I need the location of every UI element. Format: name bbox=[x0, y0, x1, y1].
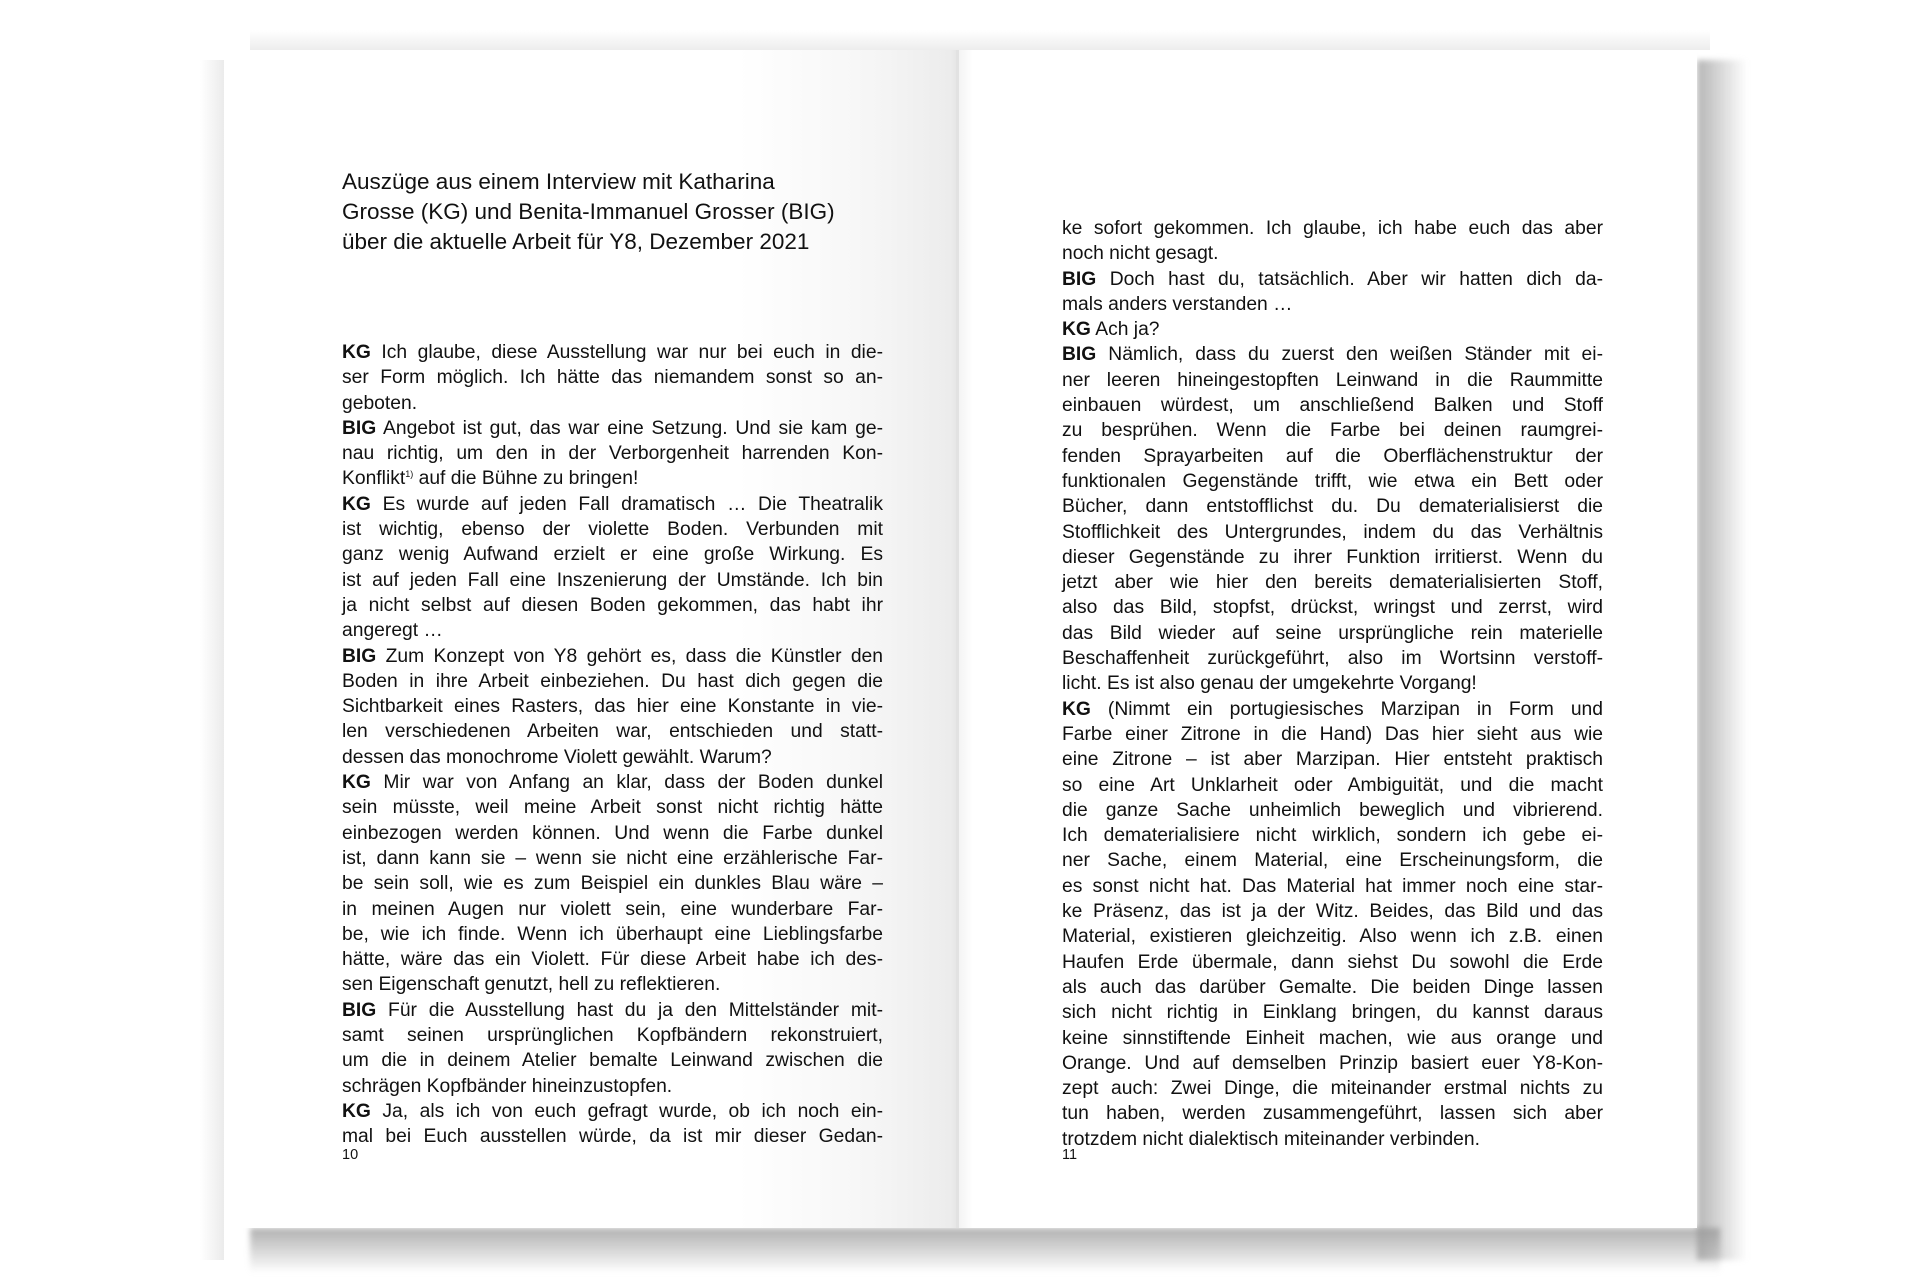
line-text: in meinen Augen nur violett sein, eine wunderbare Far- bbox=[342, 898, 883, 920]
line-text: Für die Ausstellung hast du ja den Mittelständer mit- bbox=[376, 999, 883, 1021]
line-text: jetzt aber wie hier den bereits dematerialisierten Stoff, bbox=[1062, 572, 1603, 594]
text-line bbox=[342, 846, 883, 871]
footnote-marker: 1) bbox=[405, 469, 414, 480]
line-text: Zum Konzept von Y8 gehört es, dass die Künstler den bbox=[376, 645, 883, 667]
text-line bbox=[1062, 292, 1603, 317]
line-text: so eine Art Unklarheit oder Ambiguität, und die macht bbox=[1062, 774, 1603, 796]
line-text: schrägen Kopfbänder hineinzustopfen. bbox=[342, 1075, 673, 1097]
line-text: ke Präsenz, das ist ja der Witz. Beides, das Bild und das bbox=[1062, 901, 1603, 923]
interview-title bbox=[342, 167, 902, 257]
text-line bbox=[1062, 342, 1603, 367]
line-text: ner leeren hineingestopften Leinwand in die Raummitte bbox=[1062, 369, 1603, 391]
text-line bbox=[342, 365, 883, 390]
line-text: Angebot ist gut, das war eine Setzung. Und sie kam ge- bbox=[376, 417, 883, 439]
text-line bbox=[1062, 848, 1603, 873]
text-line bbox=[1062, 368, 1603, 393]
text-line bbox=[1062, 899, 1603, 924]
line-text: dieser Gegenstände zu ihrer Funktion irritierst. Wenn du bbox=[1062, 546, 1603, 568]
text-line bbox=[342, 795, 883, 820]
text-line bbox=[1062, 1000, 1603, 1025]
text-line bbox=[342, 669, 883, 694]
text-line bbox=[1062, 520, 1603, 545]
text-line bbox=[1062, 545, 1603, 570]
text-line bbox=[1062, 317, 1603, 342]
line-text: be, wie ich finde. Wenn ich überhaupt eine Lieblingsfarbe bbox=[342, 923, 883, 945]
line-text: auf die Bühne zu bringen! bbox=[413, 468, 639, 490]
text-line bbox=[342, 1099, 883, 1124]
text-line bbox=[1062, 697, 1603, 722]
line-text: als auch das darüber Gemalte. Die beiden Dinge lassen bbox=[1062, 976, 1603, 998]
line-text: sen Eigenschaft genutzt, hell zu reflektieren. bbox=[342, 974, 721, 996]
page-shadow-left bbox=[200, 60, 224, 1260]
line-text: Bücher, dann entstofflichst du. Du dematerialisierst die bbox=[1062, 496, 1603, 518]
line-text: Ich glaube, diese Ausstellung war nur bei euch in die- bbox=[370, 342, 883, 363]
line-text: Boden in ihre Arbeit einbeziehen. Du hast dich gegen die bbox=[342, 670, 883, 692]
line-text: einbauen würdest, um anschließend Balken und Stoff bbox=[1062, 395, 1603, 417]
text-line bbox=[1062, 874, 1603, 899]
line-text: um die in deinem Atelier bemalte Leinwand zwischen die bbox=[342, 1050, 883, 1072]
line-text: (Nimmt ein portugiesisches Marzipan in Form und bbox=[1090, 698, 1603, 720]
line-text: es sonst nicht hat. Das Material hat immer noch eine star- bbox=[1062, 875, 1603, 897]
text-line bbox=[342, 416, 883, 441]
text-line bbox=[342, 1023, 883, 1048]
line-text: angeregt … bbox=[342, 620, 443, 642]
line-text: Material, existieren gleichzeitig. Also wenn ich z.B. einen bbox=[1062, 926, 1603, 948]
text-line bbox=[342, 492, 883, 517]
text-line bbox=[1062, 418, 1603, 443]
line-text: Orange. Und auf demselben Prinzip basiert euer Y8-Kon- bbox=[1062, 1052, 1603, 1074]
text-line bbox=[342, 922, 883, 947]
text-line bbox=[1062, 798, 1603, 823]
text-line bbox=[342, 542, 883, 567]
line-text: keine sinnstiftende Einheit machen, wie aus orange und bbox=[1062, 1027, 1603, 1049]
text-line bbox=[342, 340, 883, 365]
text-line bbox=[1062, 469, 1603, 494]
line-text: Doch hast du, tatsächlich. Aber wir hatten dich da- bbox=[1096, 268, 1603, 290]
line-text: einbezogen werden können. Und wenn die Farbe dunkel bbox=[342, 822, 883, 844]
title-line: über die aktuelle Arbeit für Y8, Dezember 2021 bbox=[342, 229, 810, 254]
text-line bbox=[342, 998, 883, 1023]
text-line bbox=[342, 568, 883, 593]
text-line bbox=[1062, 773, 1603, 798]
line-text: das Bild wieder auf seine ursprüngliche rein materielle bbox=[1062, 622, 1603, 644]
text-line bbox=[1062, 444, 1603, 469]
line-text: ner Sache, einem Material, eine Erscheinungsform, die bbox=[1062, 850, 1603, 872]
line-text: licht. Es ist also genau der umgekehrte Vorgang! bbox=[1062, 673, 1477, 695]
text-line bbox=[1062, 216, 1603, 241]
text-line bbox=[342, 745, 883, 770]
line-text: ja nicht selbst auf diesen Boden gekommen, das habt ihr bbox=[342, 594, 883, 616]
line-text: ist, dann kann sie – wenn sie nicht eine erzählerische Far- bbox=[342, 847, 883, 869]
speaker-label: BIG bbox=[1062, 268, 1097, 290]
speaker-label: KG bbox=[342, 342, 371, 363]
line-text: Mir war von Anfang an klar, dass der Boden dunkel bbox=[370, 772, 883, 794]
line-text: mals anders verstanden … bbox=[1062, 293, 1293, 315]
line-text: Haufen Erde übermale, dann siehst Du sowohl die Erde bbox=[1062, 951, 1603, 973]
line-text: die ganze Sache unheimlich beweglich und vibrierend. bbox=[1062, 799, 1603, 821]
line-text: dessen das monochrome Violett gewählt. Warum? bbox=[342, 746, 772, 768]
line-text: mal bei Euch ausstellen würde, da ist mir dieser Gedan- bbox=[342, 1126, 883, 1148]
text-line bbox=[1062, 671, 1603, 696]
line-text: tun haben, werden zusammengeführt, lassen sich aber bbox=[1062, 1103, 1603, 1125]
line-text: Farbe einer Zitrone in die Hand) Das hier sieht aus wie bbox=[1062, 723, 1603, 745]
speaker-label: KG bbox=[1062, 698, 1091, 720]
line-text: zept auch: Zwei Dinge, die miteinander erstmal nichts zu bbox=[1062, 1078, 1603, 1100]
text-line bbox=[1062, 393, 1603, 418]
text-line bbox=[342, 694, 883, 719]
text-line bbox=[342, 947, 883, 972]
line-text: ist auf jeden Fall eine Inszenierung der Umstände. Ich bin bbox=[342, 569, 883, 591]
text-line bbox=[342, 466, 883, 491]
text-line bbox=[342, 1124, 883, 1149]
line-text: Sichtbarkeit eines Rasters, das hier eine Konstante in vie- bbox=[342, 696, 883, 718]
line-text: nau richtig, um den in der Verborgenheit harrenden Kon- bbox=[342, 443, 883, 465]
text-line bbox=[1062, 950, 1603, 975]
text-line bbox=[1062, 1026, 1603, 1051]
right-page bbox=[958, 50, 1697, 1228]
line-text: Nämlich, dass du zuerst den weißen Ständer mit ei- bbox=[1096, 344, 1603, 366]
text-line bbox=[342, 441, 883, 466]
speaker-label: BIG bbox=[342, 999, 377, 1021]
line-text: also das Bild, stopfst, drückst, wringst und zerrst, wird bbox=[1062, 597, 1603, 619]
line-text: Stofflichkeit des Untergrundes, indem du das Verhältnis bbox=[1062, 521, 1603, 543]
title-line: Auszüge aus einem Interview mit Katharina bbox=[342, 169, 775, 194]
line-text: geboten. bbox=[342, 392, 418, 414]
text-line bbox=[342, 821, 883, 846]
text-line bbox=[1062, 494, 1603, 519]
text-line bbox=[342, 618, 883, 643]
speaker-label: KG bbox=[342, 772, 371, 794]
line-text: be sein soll, wie es zum Beispiel ein dunkles Blau wäre – bbox=[342, 873, 883, 895]
text-line bbox=[342, 644, 883, 669]
page-number: 10 bbox=[342, 1147, 359, 1163]
text-line bbox=[342, 391, 883, 416]
text-line bbox=[342, 871, 883, 896]
line-text: trotzdem nicht dialektisch miteinander verbinden. bbox=[1062, 1128, 1480, 1150]
line-text: ist wichtig, ebenso der violette Boden. Verbunden mit bbox=[342, 519, 883, 541]
speaker-label: BIG bbox=[342, 645, 377, 667]
line-text: zu besprühen. Wenn die Farbe bei deinen raumgrei- bbox=[1062, 420, 1603, 442]
text-line bbox=[1062, 570, 1603, 595]
text-line bbox=[342, 972, 883, 997]
line-text: sein müsste, weil meine Arbeit sonst nicht richtig hätte bbox=[342, 797, 883, 819]
page-number: 11 bbox=[1062, 1147, 1078, 1163]
left-text-column bbox=[342, 340, 883, 1150]
line-text: Ja, als ich von euch gefragt wurde, ob ich noch ein- bbox=[370, 1100, 883, 1122]
text-line bbox=[342, 897, 883, 922]
page-shadow-right bbox=[1697, 60, 1747, 1260]
line-text: sich nicht richtig in Einklang bringen, du kannst daraus bbox=[1062, 1002, 1603, 1024]
line-text: Es wurde auf jeden Fall dramatisch … Die Theatralik bbox=[370, 493, 883, 515]
line-text: samt seinen ursprünglichen Kopfbändern rekonstruiert, bbox=[342, 1025, 883, 1047]
text-line bbox=[342, 593, 883, 618]
text-line bbox=[1062, 747, 1603, 772]
line-text: Ich dematerialisiere nicht wirklich, sondern ich gebe ei- bbox=[1062, 825, 1603, 847]
text-line bbox=[1062, 595, 1603, 620]
text-line bbox=[342, 517, 883, 542]
left-page bbox=[224, 50, 958, 1228]
text-line bbox=[1062, 924, 1603, 949]
book-gutter bbox=[956, 50, 959, 1228]
text-line bbox=[1062, 1127, 1603, 1152]
speaker-label: BIG bbox=[1062, 344, 1097, 366]
speaker-label: KG bbox=[342, 1100, 371, 1122]
line-text: fenden Sprayarbeiten auf die Oberflächenstruktur der bbox=[1062, 445, 1603, 467]
speaker-label: BIG bbox=[342, 417, 377, 439]
speaker-label: KG bbox=[342, 493, 371, 515]
text-line bbox=[1062, 1101, 1603, 1126]
text-line bbox=[1062, 267, 1603, 292]
text-line bbox=[342, 1048, 883, 1073]
text-line bbox=[1062, 241, 1603, 266]
line-text: ser Form möglich. Ich hätte das niemandem sonst so an- bbox=[342, 367, 883, 389]
line-text: funktionalen Gegenstände trifft, wie etwa ein Bett oder bbox=[1062, 470, 1603, 492]
text-line bbox=[1062, 722, 1603, 747]
text-line bbox=[1062, 621, 1603, 646]
text-line bbox=[342, 770, 883, 795]
text-line bbox=[1062, 646, 1603, 671]
page-shadow-bottom bbox=[250, 1228, 1720, 1273]
line-text: hätte, wäre das ein Violett. Für diese Arbeit habe ich des- bbox=[342, 949, 883, 971]
page-shadow-top bbox=[250, 30, 1710, 50]
line-text: eine Zitrone – ist aber Marzipan. Hier entsteht praktisch bbox=[1062, 749, 1603, 771]
line-text: Konflikt bbox=[342, 468, 406, 490]
text-line bbox=[342, 1074, 883, 1099]
title-line: Grosse (KG) und Benita-Immanuel Grosser (BIG) bbox=[342, 199, 835, 224]
line-text: ganz wenig Aufwand erzielt er eine große Wirkung. Es bbox=[342, 544, 883, 566]
speaker-label: KG bbox=[1062, 319, 1091, 341]
line-text: len verschiedenen Arbeiten war, entschieden und statt- bbox=[342, 721, 883, 743]
text-line bbox=[1062, 975, 1603, 1000]
text-line bbox=[342, 719, 883, 744]
text-line bbox=[1062, 823, 1603, 848]
line-text: ke sofort gekommen. Ich glaube, ich habe euch das aber bbox=[1062, 218, 1603, 239]
text-line bbox=[1062, 1051, 1603, 1076]
text-line bbox=[1062, 1076, 1603, 1101]
line-text: Beschaffenheit zurückgeführt, also im Wortsinn verstoff- bbox=[1062, 648, 1603, 670]
line-text: Ach ja? bbox=[1090, 319, 1160, 341]
right-text-column bbox=[1062, 216, 1603, 1152]
line-text: noch nicht gesagt. bbox=[1062, 243, 1219, 265]
